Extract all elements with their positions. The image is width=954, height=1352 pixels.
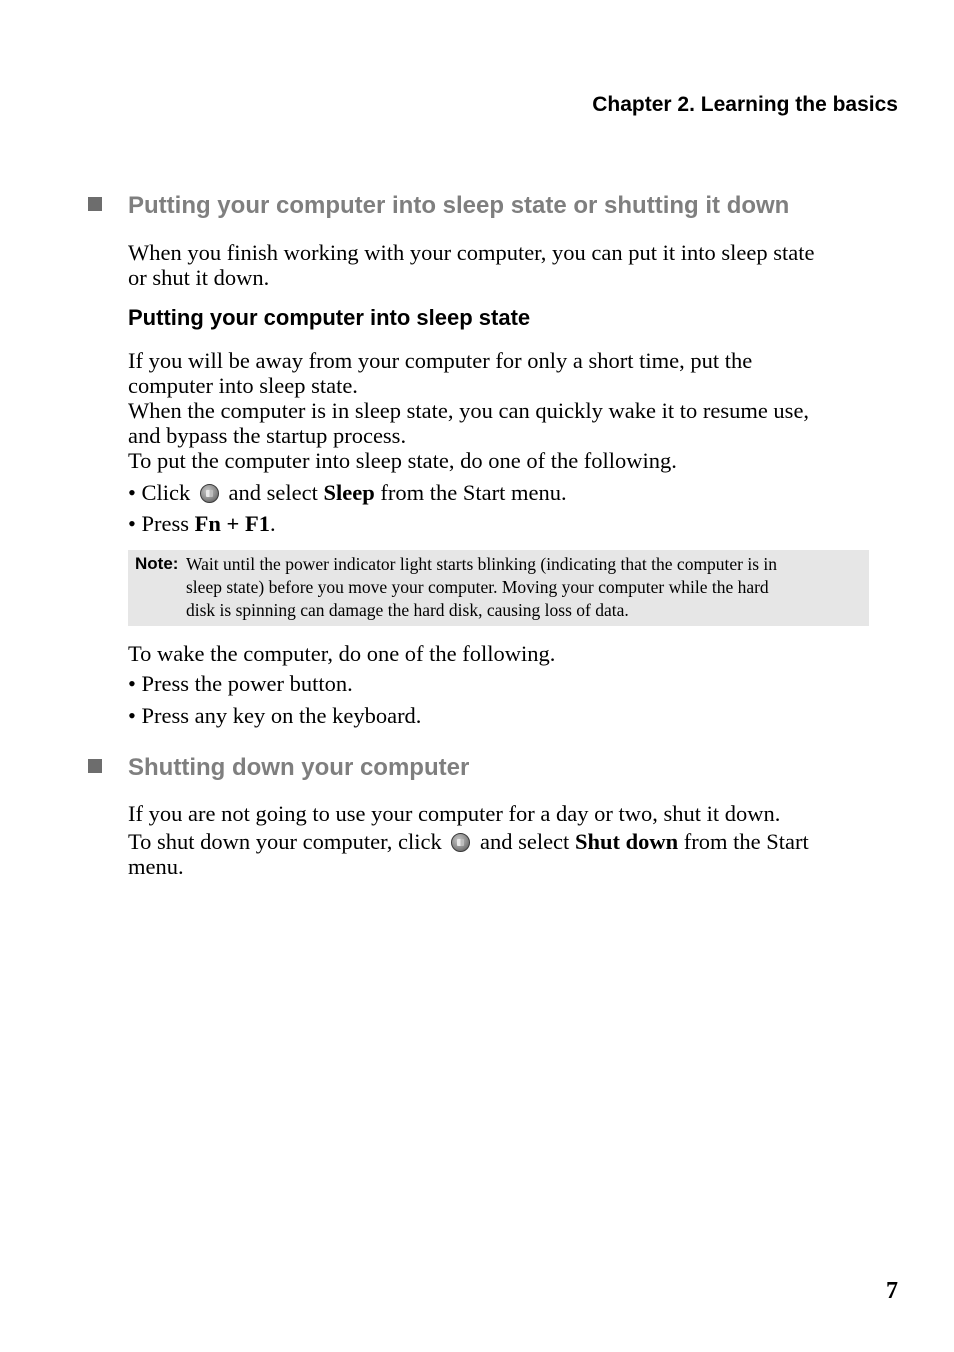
bullet-text: • Press (128, 511, 195, 536)
body-line: When the computer is in sleep state, you can quickly wake it to resume use, (128, 398, 810, 423)
menu-item-shut-down: Shut down (574, 829, 679, 854)
note-line: Wait until the power indicator light starts blinking (indicating that the computer is in (186, 554, 778, 574)
section-title-shutting-down (88, 754, 469, 782)
windows-start-orb-icon (200, 484, 219, 503)
bullet-text: • Click (128, 480, 196, 505)
note-box (128, 550, 869, 626)
bullet-text: from the Start menu. (374, 480, 567, 505)
shutdown-line-3: menu. (128, 854, 184, 879)
section-title-text: Shutting down your computer (128, 754, 470, 781)
menu-item-sleep: Sleep (323, 480, 375, 505)
shutdown-text: from the Start (678, 829, 809, 854)
bullet-click-sleep (128, 480, 567, 506)
note-line: disk is spinning can damage the hard disk, causing loss of data. (186, 600, 629, 620)
page-number: 7 (886, 1278, 898, 1304)
body-line: and bypass the startup process. (128, 423, 407, 448)
subhead-sleep-state: Putting your computer into sleep state (128, 305, 531, 330)
bullet-press-fn-f1 (128, 511, 276, 537)
wake-intro: To wake the computer, do one of the following. (128, 641, 556, 666)
shutdown-line-2 (128, 829, 809, 855)
note-text (186, 553, 866, 622)
windows-start-orb-icon (451, 833, 470, 852)
note-line: sleep state) before you move your computer. Moving your computer while the hard (186, 577, 769, 597)
section-title-text: Putting your computer into sleep state or shutting it down (128, 192, 790, 219)
intro-line: When you finish working with your computer, you can put it into sleep state (128, 240, 815, 265)
body-line: computer into sleep state. (128, 373, 358, 398)
intro-line: or shut it down. (128, 265, 270, 290)
sleep-body (128, 348, 903, 473)
wake-bullet-power-button: • Press the power button. (128, 671, 353, 696)
note-label: Note: (135, 554, 179, 573)
bullet-text: and select (222, 480, 324, 505)
wake-bullet-any-key: • Press any key on the keyboard. (128, 703, 422, 728)
key-combo-fn-f1: Fn + F1 (194, 511, 270, 536)
section1-intro (128, 240, 903, 290)
bullet-text: . (269, 511, 276, 536)
section-bullet-square-icon (88, 759, 102, 773)
shutdown-line-1: If you are not going to use your computer for a day or two, shut it down. (128, 801, 781, 826)
chapter-header: Chapter 2. Learning the basics (592, 93, 898, 116)
shutdown-text: To shut down your computer, click (128, 829, 448, 854)
body-line: To put the computer into sleep state, do one of the following. (128, 448, 677, 473)
section-title-sleep-or-shutdown (88, 192, 789, 220)
shutdown-text: and select (474, 829, 575, 854)
section-bullet-square-icon (88, 197, 102, 211)
body-line: If you will be away from your computer for only a short time, put the (128, 348, 753, 373)
